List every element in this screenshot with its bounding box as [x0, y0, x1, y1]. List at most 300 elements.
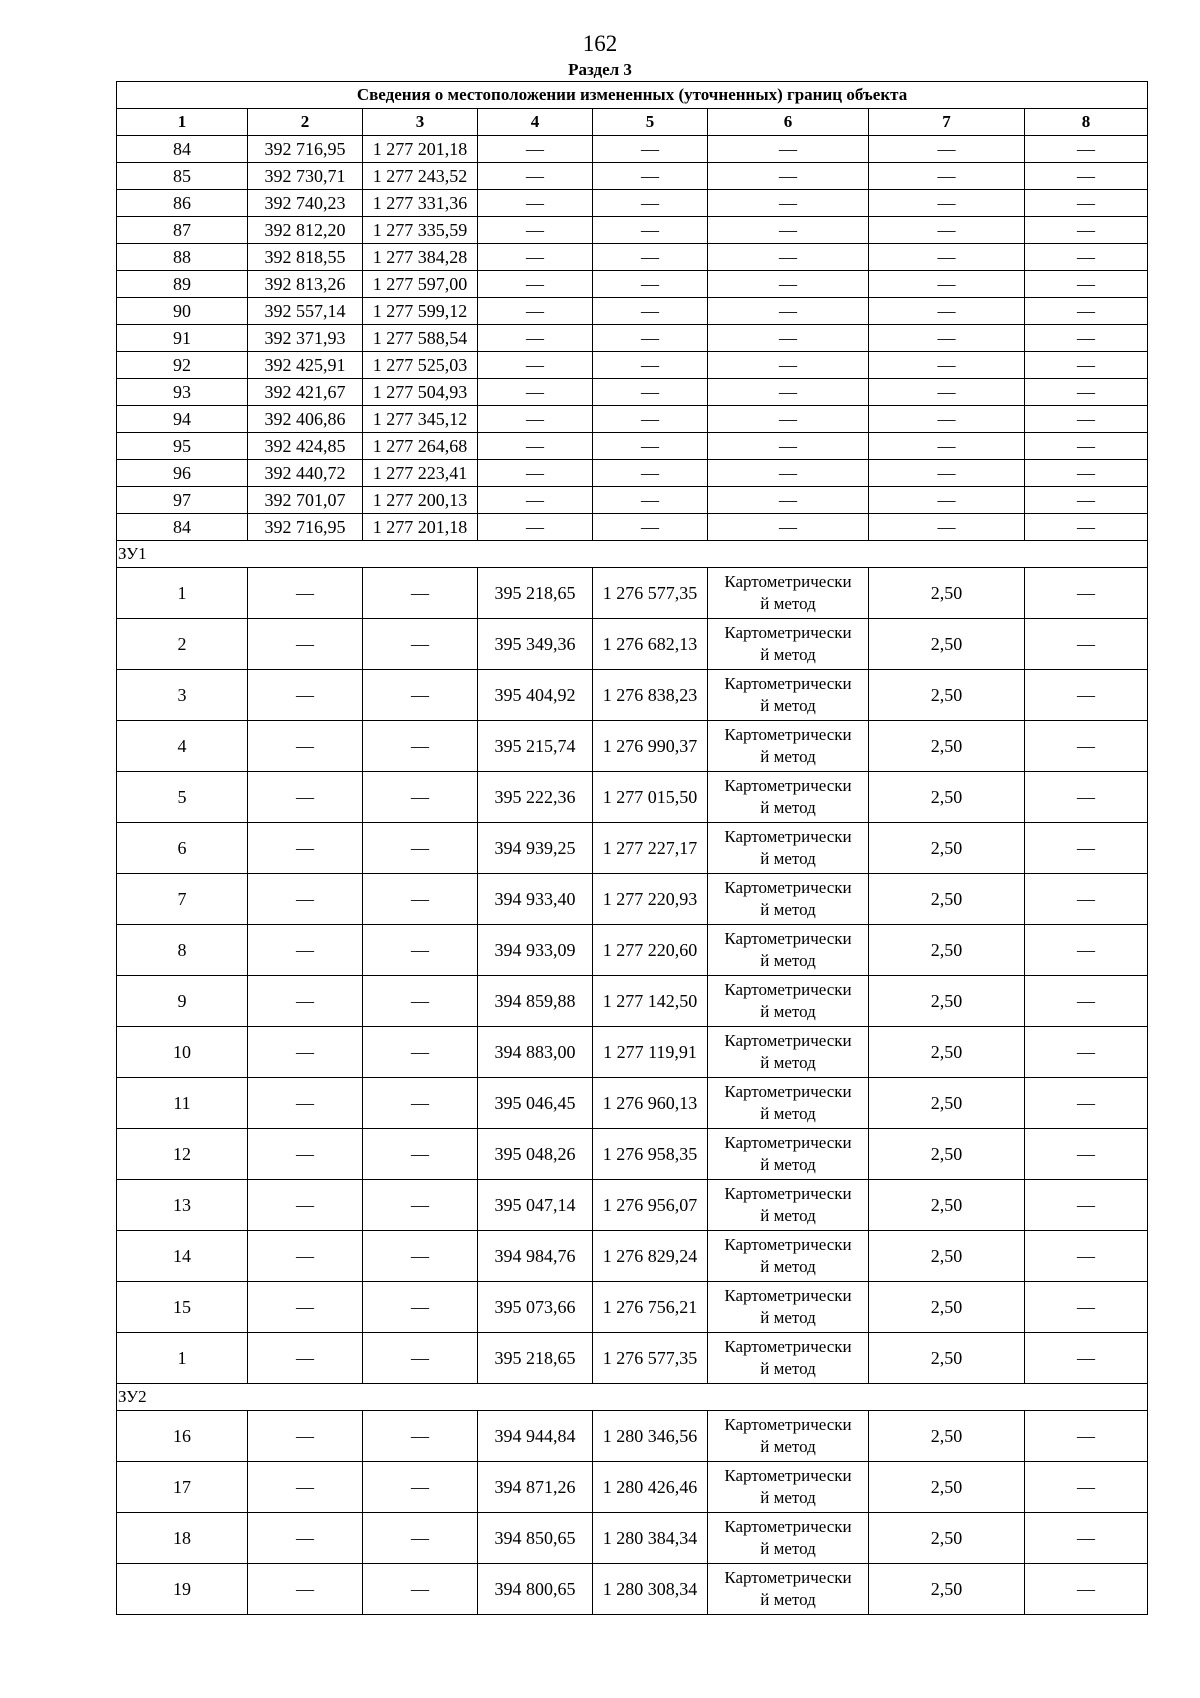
accuracy-cell: 2,50	[869, 1180, 1025, 1231]
point-number-cell: 19	[117, 1564, 248, 1615]
old-x-cell: —	[248, 976, 363, 1027]
new-y-cell: 1 280 426,46	[593, 1462, 708, 1513]
old-y-cell: —	[363, 772, 478, 823]
new-x-cell: 394 871,26	[478, 1462, 593, 1513]
new-y-cell: 1 276 990,37	[593, 721, 708, 772]
method-cell	[708, 1180, 869, 1231]
table-cell: —	[869, 352, 1025, 379]
method-text-line: Картометрически	[724, 1082, 852, 1101]
new-x-cell: 394 944,84	[478, 1411, 593, 1462]
old-x-cell: —	[248, 1282, 363, 1333]
new-x-cell: 394 850,65	[478, 1513, 593, 1564]
method-cell	[708, 1333, 869, 1384]
table-cell: —	[593, 406, 708, 433]
table-cell: —	[478, 298, 593, 325]
table-cell: 392 425,91	[248, 352, 363, 379]
table-cell: —	[478, 514, 593, 541]
old-y-cell: —	[363, 976, 478, 1027]
method-cell	[708, 1462, 869, 1513]
table-cell: 392 730,71	[248, 163, 363, 190]
table-row	[117, 406, 1148, 433]
table-row	[117, 874, 1148, 925]
method-text-line: Картометрически	[724, 929, 852, 948]
table-cell: —	[869, 298, 1025, 325]
method-text-line: й метод	[760, 1155, 816, 1174]
table-cell: 84	[117, 514, 248, 541]
method-text-line: Картометрически	[724, 1337, 852, 1356]
table-row	[117, 568, 1148, 619]
table-cell: 1 277 200,13	[363, 487, 478, 514]
column-header: 6	[708, 109, 869, 136]
column-header-row	[117, 109, 1148, 136]
group-label: ЗУ2	[117, 1384, 1148, 1411]
table-cell: 1 277 597,00	[363, 271, 478, 298]
table-cell: 392 818,55	[248, 244, 363, 271]
table-cell: 1 277 331,36	[363, 190, 478, 217]
table-cell: —	[1025, 217, 1148, 244]
old-y-cell: —	[363, 1027, 478, 1078]
old-x-cell: —	[248, 772, 363, 823]
point-number-cell: 16	[117, 1411, 248, 1462]
table-cell: —	[869, 379, 1025, 406]
method-text-line: Картометрически	[724, 1133, 852, 1152]
table-cell: —	[478, 487, 593, 514]
note-cell: —	[1025, 568, 1148, 619]
table-cell: 392 716,95	[248, 514, 363, 541]
new-x-cell: 395 073,66	[478, 1282, 593, 1333]
method-cell	[708, 874, 869, 925]
new-x-cell: 394 800,65	[478, 1564, 593, 1615]
table-cell: —	[708, 487, 869, 514]
new-y-cell: 1 277 220,93	[593, 874, 708, 925]
column-header: 1	[117, 109, 248, 136]
new-x-cell: 395 215,74	[478, 721, 593, 772]
old-x-cell: —	[248, 1180, 363, 1231]
method-text-line: й метод	[760, 900, 816, 919]
table-cell: 97	[117, 487, 248, 514]
table-row	[117, 823, 1148, 874]
note-cell: —	[1025, 1564, 1148, 1615]
method-text-line: й метод	[760, 1488, 816, 1507]
new-x-cell: 395 218,65	[478, 568, 593, 619]
column-header: 4	[478, 109, 593, 136]
method-text-line: Картометрически	[724, 1031, 852, 1050]
table-cell: 1 277 345,12	[363, 406, 478, 433]
table-row	[117, 190, 1148, 217]
table-cell: —	[1025, 298, 1148, 325]
table-cell: 87	[117, 217, 248, 244]
old-x-cell: —	[248, 1333, 363, 1384]
page-number: 162	[582, 31, 618, 56]
method-text-line: Картометрически	[724, 878, 852, 897]
old-x-cell: —	[248, 1513, 363, 1564]
method-text-line: й метод	[760, 594, 816, 613]
table-cell: 88	[117, 244, 248, 271]
table-cell: —	[869, 136, 1025, 163]
table-cell: —	[593, 190, 708, 217]
table-cell: 90	[117, 298, 248, 325]
table-cell: —	[708, 271, 869, 298]
table-cell: 95	[117, 433, 248, 460]
old-x-cell: —	[248, 619, 363, 670]
table-row	[117, 1333, 1148, 1384]
table-cell: 1 277 588,54	[363, 325, 478, 352]
method-cell	[708, 670, 869, 721]
table-cell: —	[708, 298, 869, 325]
old-y-cell: —	[363, 568, 478, 619]
new-y-cell: 1 280 308,34	[593, 1564, 708, 1615]
table-cell: 1 277 243,52	[363, 163, 478, 190]
table-cell: —	[708, 379, 869, 406]
group-header-row	[117, 1384, 1148, 1411]
table-cell: —	[478, 136, 593, 163]
table-row	[117, 298, 1148, 325]
old-x-cell: —	[248, 721, 363, 772]
accuracy-cell: 2,50	[869, 721, 1025, 772]
method-text-line: й метод	[760, 645, 816, 664]
table-cell: 85	[117, 163, 248, 190]
table-cell: 91	[117, 325, 248, 352]
table-row	[117, 670, 1148, 721]
table-cell: —	[1025, 460, 1148, 487]
method-text-line: Картометрически	[724, 623, 852, 642]
method-text-line: Картометрически	[724, 1466, 852, 1485]
point-number-cell: 6	[117, 823, 248, 874]
method-text-line: й метод	[760, 1053, 816, 1072]
method-cell	[708, 1564, 869, 1615]
new-x-cell: 395 047,14	[478, 1180, 593, 1231]
old-x-cell: —	[248, 1462, 363, 1513]
method-text-line: Картометрически	[724, 1286, 852, 1305]
new-y-cell: 1 276 958,35	[593, 1129, 708, 1180]
method-cell	[708, 1411, 869, 1462]
table-cell: —	[593, 217, 708, 244]
method-text-line: й метод	[760, 1437, 816, 1456]
table-cell: —	[1025, 406, 1148, 433]
table-row	[117, 352, 1148, 379]
table-cell: 392 371,93	[248, 325, 363, 352]
method-text-line: Картометрически	[724, 776, 852, 795]
table-cell: 1 277 384,28	[363, 244, 478, 271]
table-row	[117, 514, 1148, 541]
table-cell: 392 440,72	[248, 460, 363, 487]
new-y-cell: 1 277 142,50	[593, 976, 708, 1027]
table-cell: 93	[117, 379, 248, 406]
table-cell: —	[593, 460, 708, 487]
note-cell: —	[1025, 670, 1148, 721]
method-cell	[708, 1513, 869, 1564]
method-text-line: й метод	[760, 798, 816, 817]
table-cell: —	[1025, 190, 1148, 217]
table-cell: 84	[117, 136, 248, 163]
table-cell: —	[869, 325, 1025, 352]
point-number-cell: 14	[117, 1231, 248, 1282]
group-label: ЗУ1	[117, 541, 1148, 568]
table-cell: —	[869, 190, 1025, 217]
accuracy-cell: 2,50	[869, 1129, 1025, 1180]
accuracy-cell: 2,50	[869, 1513, 1025, 1564]
new-y-cell: 1 276 577,35	[593, 1333, 708, 1384]
table-row	[117, 1078, 1148, 1129]
table-cell: —	[593, 136, 708, 163]
table-cell: —	[478, 163, 593, 190]
table-cell: 1 277 525,03	[363, 352, 478, 379]
accuracy-cell: 2,50	[869, 823, 1025, 874]
new-y-cell: 1 276 682,13	[593, 619, 708, 670]
method-text-line: Картометрически	[724, 674, 852, 693]
table-cell: —	[1025, 433, 1148, 460]
new-y-cell: 1 277 015,50	[593, 772, 708, 823]
table-row	[117, 925, 1148, 976]
new-y-cell: 1 277 119,91	[593, 1027, 708, 1078]
table-row	[117, 325, 1148, 352]
method-cell	[708, 976, 869, 1027]
note-cell: —	[1025, 1129, 1148, 1180]
table-row	[117, 721, 1148, 772]
new-y-cell: 1 280 346,56	[593, 1411, 708, 1462]
table-row	[117, 1282, 1148, 1333]
table-cell: —	[708, 163, 869, 190]
point-number-cell: 15	[117, 1282, 248, 1333]
note-cell: —	[1025, 772, 1148, 823]
table-cell: —	[478, 460, 593, 487]
old-y-cell: —	[363, 1333, 478, 1384]
section-title: Раздел 3	[568, 60, 632, 79]
method-cell	[708, 823, 869, 874]
point-number-cell: 17	[117, 1462, 248, 1513]
table-row	[117, 976, 1148, 1027]
new-y-cell: 1 280 384,34	[593, 1513, 708, 1564]
note-cell: —	[1025, 1333, 1148, 1384]
table-cell: —	[593, 433, 708, 460]
method-text-line: й метод	[760, 696, 816, 715]
point-number-cell: 9	[117, 976, 248, 1027]
new-x-cell: 395 349,36	[478, 619, 593, 670]
new-y-cell: 1 277 220,60	[593, 925, 708, 976]
table-cell: —	[1025, 514, 1148, 541]
method-text-line: й метод	[760, 1539, 816, 1558]
table-cell: —	[708, 406, 869, 433]
new-x-cell: 395 404,92	[478, 670, 593, 721]
point-number-cell: 7	[117, 874, 248, 925]
accuracy-cell: 2,50	[869, 619, 1025, 670]
note-cell: —	[1025, 976, 1148, 1027]
table-cell: —	[869, 514, 1025, 541]
column-header: 8	[1025, 109, 1148, 136]
new-y-cell: 1 276 577,35	[593, 568, 708, 619]
method-text-line: й метод	[760, 1359, 816, 1378]
method-cell	[708, 1078, 869, 1129]
table-cell: —	[478, 244, 593, 271]
table-row	[117, 487, 1148, 514]
note-cell: —	[1025, 925, 1148, 976]
method-text-line: Картометрически	[724, 725, 852, 744]
point-number-cell: 11	[117, 1078, 248, 1129]
accuracy-cell: 2,50	[869, 1231, 1025, 1282]
method-text-line: й метод	[760, 1002, 816, 1021]
note-cell: —	[1025, 1282, 1148, 1333]
table-cell: —	[1025, 487, 1148, 514]
old-y-cell: —	[363, 925, 478, 976]
table-cell: —	[478, 271, 593, 298]
table-cell: —	[1025, 325, 1148, 352]
method-text-line: Картометрически	[724, 572, 852, 591]
table-cell: —	[593, 514, 708, 541]
old-x-cell: —	[248, 1564, 363, 1615]
table-cell: —	[869, 487, 1025, 514]
table-cell: —	[869, 406, 1025, 433]
table-cell: —	[708, 514, 869, 541]
table-row	[117, 460, 1148, 487]
note-cell: —	[1025, 1078, 1148, 1129]
accuracy-cell: 2,50	[869, 874, 1025, 925]
table-caption-row	[117, 82, 1148, 109]
table-row	[117, 433, 1148, 460]
table-cell: —	[593, 271, 708, 298]
table-cell: —	[708, 217, 869, 244]
old-x-cell: —	[248, 568, 363, 619]
method-text-line: Картометрически	[724, 1568, 852, 1587]
table-cell: —	[478, 352, 593, 379]
new-y-cell: 1 276 960,13	[593, 1078, 708, 1129]
point-number-cell: 2	[117, 619, 248, 670]
new-x-cell: 394 933,40	[478, 874, 593, 925]
new-y-cell: 1 276 756,21	[593, 1282, 708, 1333]
new-x-cell: 395 222,36	[478, 772, 593, 823]
note-cell: —	[1025, 1180, 1148, 1231]
method-cell	[708, 772, 869, 823]
old-x-cell: —	[248, 925, 363, 976]
table-cell: —	[1025, 244, 1148, 271]
table-cell: —	[1025, 136, 1148, 163]
note-cell: —	[1025, 1231, 1148, 1282]
table-cell: —	[1025, 163, 1148, 190]
note-cell: —	[1025, 1027, 1148, 1078]
table-row	[117, 1129, 1148, 1180]
new-x-cell: 395 048,26	[478, 1129, 593, 1180]
table-cell: 94	[117, 406, 248, 433]
point-number-cell: 10	[117, 1027, 248, 1078]
table-row	[117, 1027, 1148, 1078]
table-row	[117, 136, 1148, 163]
table-cell: —	[708, 325, 869, 352]
method-text-line: й метод	[760, 747, 816, 766]
table-cell: 1 277 223,41	[363, 460, 478, 487]
new-y-cell: 1 276 956,07	[593, 1180, 708, 1231]
table-cell: —	[478, 190, 593, 217]
method-cell	[708, 1129, 869, 1180]
old-y-cell: —	[363, 619, 478, 670]
table-cell: —	[708, 244, 869, 271]
table-cell: —	[708, 460, 869, 487]
old-y-cell: —	[363, 1180, 478, 1231]
method-text-line: Картометрически	[724, 1517, 852, 1536]
column-header: 3	[363, 109, 478, 136]
method-cell	[708, 1282, 869, 1333]
old-x-cell: —	[248, 1078, 363, 1129]
table-cell: 92	[117, 352, 248, 379]
table-row	[117, 244, 1148, 271]
table-cell: 1 277 201,18	[363, 514, 478, 541]
table-cell: —	[593, 163, 708, 190]
table-cell: 1 277 264,68	[363, 433, 478, 460]
new-x-cell: 395 046,45	[478, 1078, 593, 1129]
accuracy-cell: 2,50	[869, 1027, 1025, 1078]
method-text-line: Картометрически	[724, 827, 852, 846]
table-cell: —	[869, 460, 1025, 487]
table-cell: 1 277 335,59	[363, 217, 478, 244]
old-x-cell: —	[248, 1129, 363, 1180]
point-number-cell: 13	[117, 1180, 248, 1231]
old-y-cell: —	[363, 823, 478, 874]
accuracy-cell: 2,50	[869, 568, 1025, 619]
old-y-cell: —	[363, 1078, 478, 1129]
method-cell	[708, 721, 869, 772]
old-x-cell: —	[248, 1411, 363, 1462]
table-cell: 89	[117, 271, 248, 298]
accuracy-cell: 2,50	[869, 1411, 1025, 1462]
table-cell: —	[478, 325, 593, 352]
table-cell: 392 701,07	[248, 487, 363, 514]
new-x-cell: 394 883,00	[478, 1027, 593, 1078]
old-y-cell: —	[363, 1231, 478, 1282]
note-cell: —	[1025, 721, 1148, 772]
accuracy-cell: 2,50	[869, 670, 1025, 721]
old-x-cell: —	[248, 874, 363, 925]
table-cell: —	[708, 190, 869, 217]
point-number-cell: 18	[117, 1513, 248, 1564]
table-cell: —	[478, 379, 593, 406]
table-row	[117, 217, 1148, 244]
table-cell: —	[869, 244, 1025, 271]
table-cell: 96	[117, 460, 248, 487]
table-row	[117, 1411, 1148, 1462]
old-x-cell: —	[248, 670, 363, 721]
method-cell	[708, 568, 869, 619]
table-cell: —	[593, 379, 708, 406]
method-text-line: й метод	[760, 1206, 816, 1225]
table-cell: 392 740,23	[248, 190, 363, 217]
table-cell: —	[708, 136, 869, 163]
old-y-cell: —	[363, 1411, 478, 1462]
table-cell: —	[708, 352, 869, 379]
old-y-cell: —	[363, 1513, 478, 1564]
table-cell: 86	[117, 190, 248, 217]
point-number-cell: 12	[117, 1129, 248, 1180]
point-number-cell: 1	[117, 568, 248, 619]
table-cell: —	[1025, 379, 1148, 406]
boundary-coordinates-table	[116, 81, 1148, 1615]
old-x-cell: —	[248, 1231, 363, 1282]
table-caption: Сведения о местоположении измененных (уточненных) границ объекта	[117, 82, 1148, 109]
point-number-cell: 8	[117, 925, 248, 976]
accuracy-cell: 2,50	[869, 925, 1025, 976]
accuracy-cell: 2,50	[869, 1333, 1025, 1384]
old-y-cell: —	[363, 1462, 478, 1513]
table-row	[117, 1180, 1148, 1231]
table-cell: —	[593, 352, 708, 379]
table-cell: —	[478, 433, 593, 460]
table-cell: 392 421,67	[248, 379, 363, 406]
new-x-cell: 394 984,76	[478, 1231, 593, 1282]
table-row	[117, 1513, 1148, 1564]
table-cell: —	[593, 325, 708, 352]
table-cell: —	[478, 217, 593, 244]
new-y-cell: 1 276 838,23	[593, 670, 708, 721]
table-cell: —	[708, 433, 869, 460]
old-x-cell: —	[248, 1027, 363, 1078]
accuracy-cell: 2,50	[869, 1462, 1025, 1513]
